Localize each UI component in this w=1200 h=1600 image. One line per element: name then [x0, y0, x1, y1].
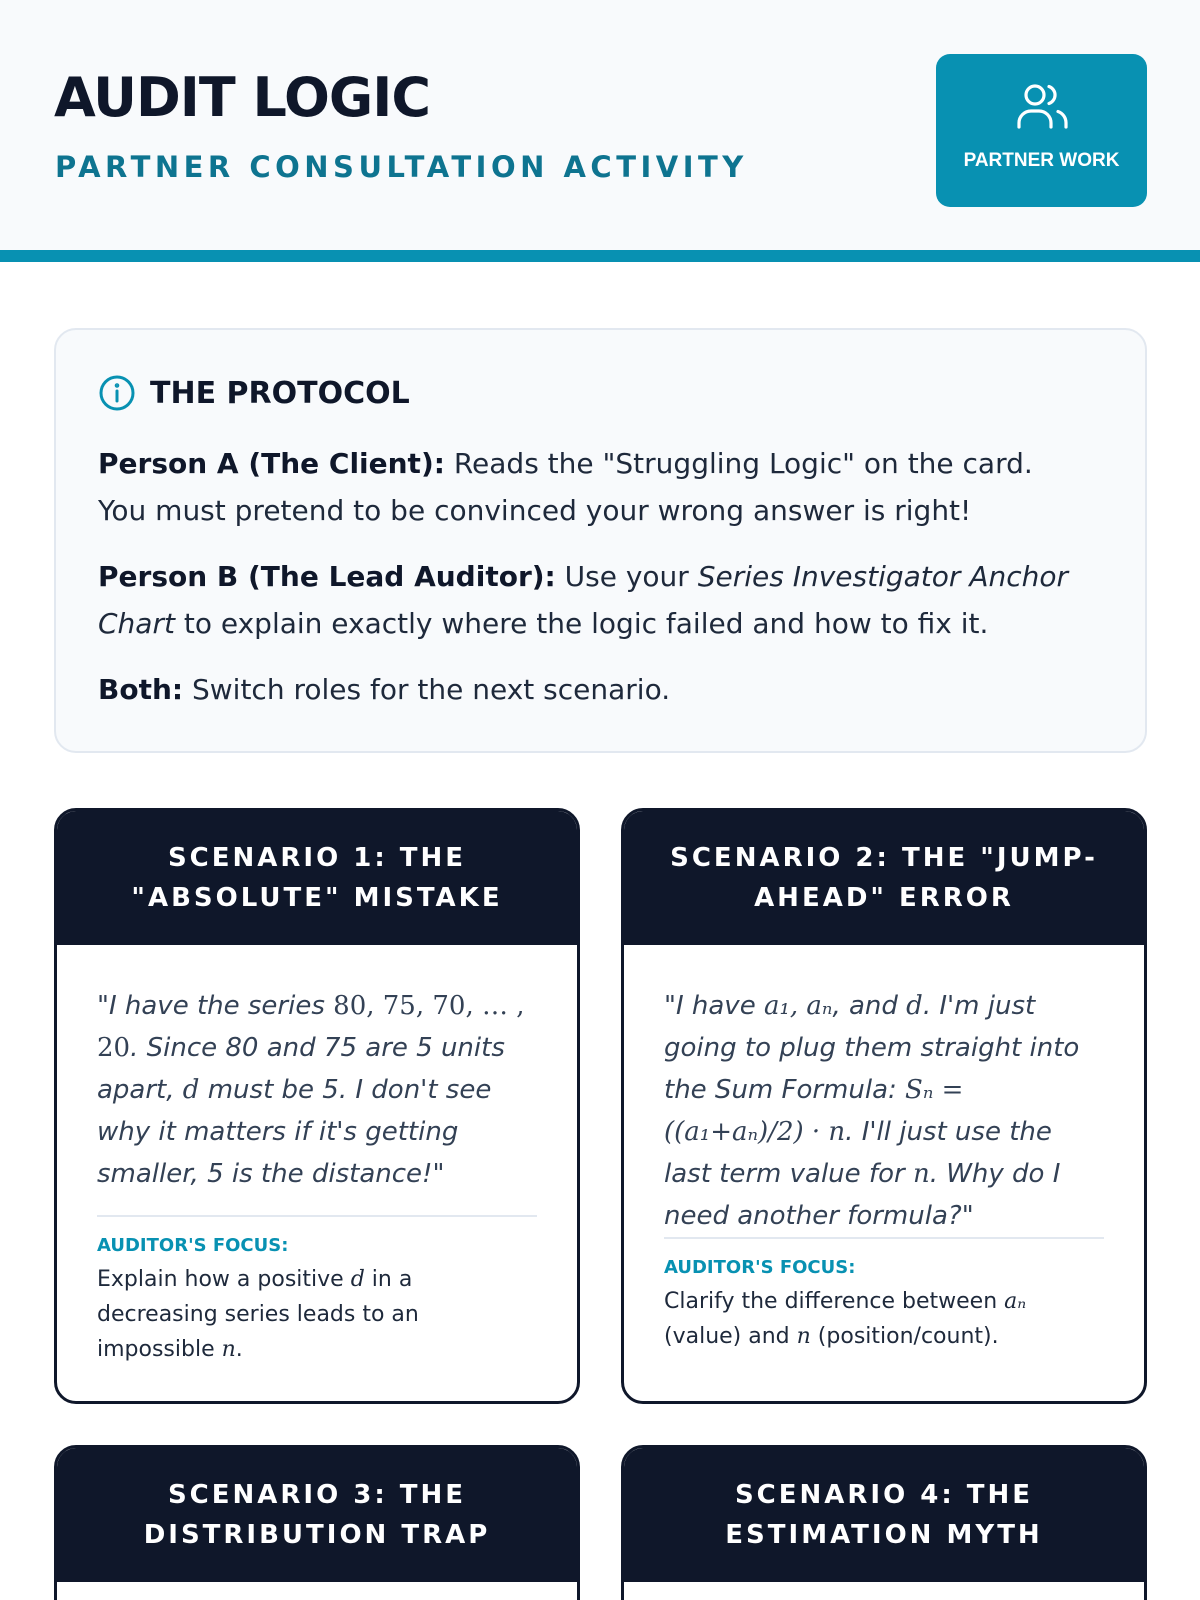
quote-text: . Since 80 and 75 are 5 units apart, [97, 1033, 505, 1105]
divider [664, 1237, 1104, 1239]
person-b-label: Person B (The Lead Auditor): [98, 560, 556, 593]
scenario-body [57, 945, 577, 1367]
scenario-card-3 [54, 1445, 580, 1600]
partner-work-badge [936, 54, 1147, 207]
focus-text: in a decreasing series leads to an impossible [97, 1267, 419, 1362]
info-icon [98, 374, 136, 412]
auditor-focus-label: AUDITOR'S FOCUS: [97, 1235, 289, 1256]
struggling-logic-quote [97, 985, 537, 1215]
sum-formula: Sₙ = ((a₁+aₙ)/2) · n [664, 1075, 964, 1147]
focus-math: n [796, 1324, 811, 1349]
users-icon [1016, 82, 1068, 130]
focus-math: d [350, 1267, 365, 1292]
focus-text: . [235, 1337, 243, 1362]
auditor-focus-text [97, 1262, 537, 1367]
quote-math: n [912, 1159, 930, 1189]
page-subtitle: PARTNER CONSULTATION ACTIVITY [55, 150, 748, 184]
protocol-person-a [98, 440, 1078, 534]
scenario-title: SCENARIO 3: THE DISTRIBUTION TRAP [57, 1448, 577, 1582]
protocol-both [98, 666, 1078, 713]
quote-text: . Why do I need another formula?" [664, 1159, 1061, 1231]
anchor-chart-reference: Series Investigator Anchor Chart [98, 560, 1069, 640]
auditor-focus-text [664, 1284, 1104, 1354]
quote-text: "I have the series [97, 991, 334, 1021]
quote-text: , and [832, 991, 907, 1021]
person-a-text: Reads the "Struggling Logic" on the card. You must pretend to be convinced your wrong answer is right! [98, 447, 1033, 527]
focus-text: Explain how a positive [97, 1267, 351, 1292]
person-b-text-1: Use your [555, 560, 698, 593]
protocol-panel [54, 328, 1147, 753]
quote-math: d [182, 1075, 200, 1105]
quote-text: must be 5. I don't see why it matters if it's getting smaller, 5 is the distance!" [97, 1075, 492, 1189]
both-text: Switch roles for the next scenario. [183, 673, 671, 706]
protocol-person-b [98, 553, 1078, 647]
focus-text: (value) and [664, 1324, 797, 1349]
person-b-text-2: to explain exactly where the logic failed and how to fix it. [174, 607, 989, 640]
scenario-title: SCENARIO 4: THE ESTIMATION MYTH [624, 1448, 1144, 1582]
scenario-card-1 [54, 808, 580, 1404]
page-header [0, 0, 1200, 262]
focus-math: aₙ [1004, 1289, 1027, 1314]
page-title: AUDIT LOGIC [54, 66, 430, 129]
person-a-label: Person A (The Client): [98, 447, 445, 480]
protocol-title: THE PROTOCOL [150, 375, 410, 411]
scenario-title: SCENARIO 1: THE "ABSOLUTE" MISTAKE [57, 811, 577, 945]
auditor-focus-label: AUDITOR'S FOCUS: [664, 1257, 856, 1278]
scenario-title: SCENARIO 2: THE "JUMP-AHEAD" ERROR [624, 811, 1144, 945]
divider [97, 1215, 537, 1217]
both-label: Both: [98, 673, 184, 706]
quote-text: . I'm just going to plug them straight into the Sum Formula: [664, 991, 1080, 1105]
scenario-body [624, 945, 1144, 1354]
focus-text: (position/count). [810, 1324, 999, 1349]
focus-math: n [221, 1337, 236, 1362]
quote-math: d [906, 991, 923, 1021]
scenario-card-4 [621, 1445, 1147, 1600]
struggling-logic-quote [664, 985, 1104, 1237]
scenario-card-2 [621, 808, 1147, 1404]
quote-math: 80, 75, 70, … , 20 [97, 991, 525, 1063]
protocol-heading [98, 374, 410, 412]
focus-text: Clarify the difference between [664, 1289, 1005, 1314]
badge-label: PARTNER WORK [963, 150, 1120, 171]
quote-text: . I'll just use the last term value for [664, 1117, 1052, 1189]
quote-math: a₁, aₙ [763, 991, 833, 1021]
quote-text: "I have [664, 991, 764, 1021]
